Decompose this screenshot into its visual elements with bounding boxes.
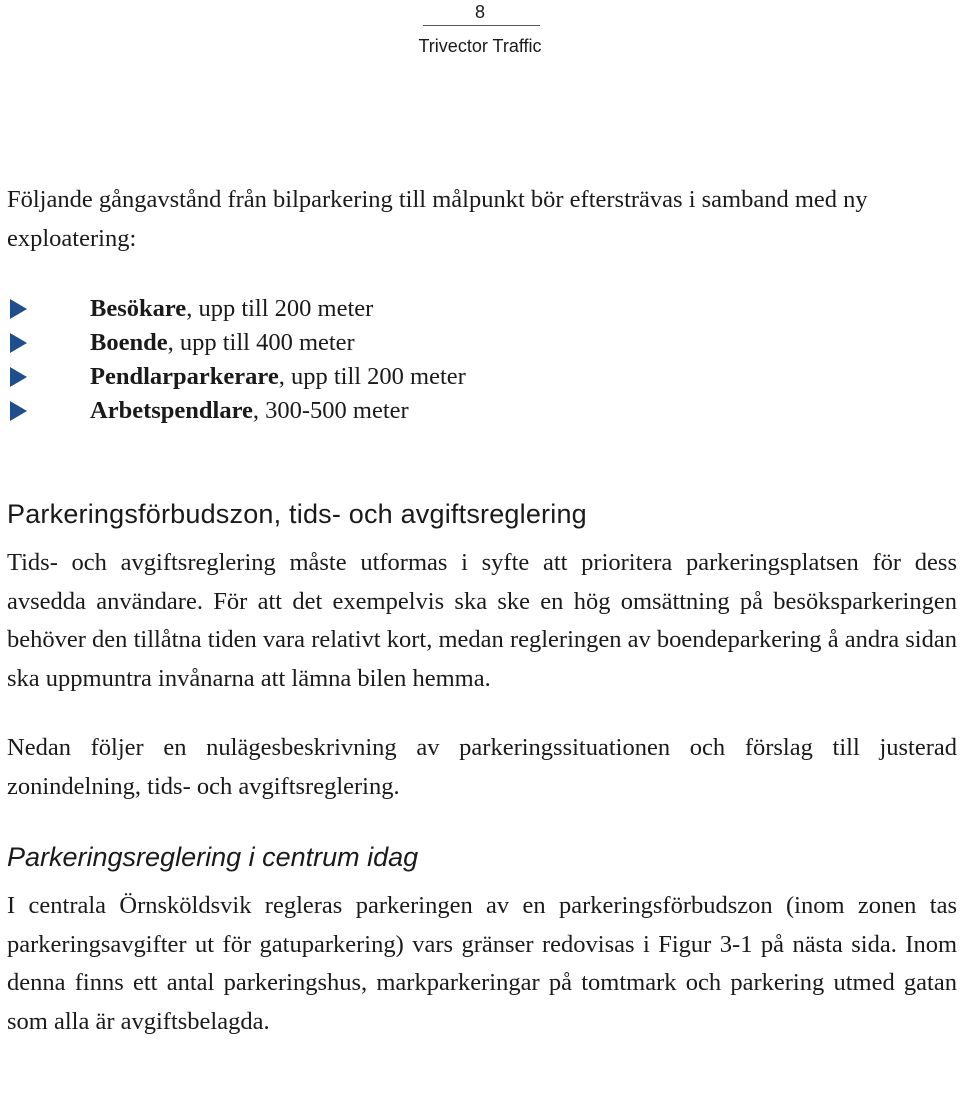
list-item [10, 360, 957, 394]
intro-paragraph: Följande gångavstånd från bilparkering till målpunkt bör eftersträvas i samband med ny exploatering: [7, 186, 868, 252]
document-body [7, 181, 957, 1041]
list-item-text: , upp till 400 meter [167, 329, 355, 356]
page-number: 8 [474, 2, 485, 22]
list-item-label: Pendlarparkerare [90, 363, 279, 390]
list-item-label: Arbetspendlare [90, 397, 253, 424]
paragraph-current-regulation: I centrala Örnsköldsvik regleras parkeringen av en parkeringsförbudszon (inom zonen tas parkeringsavgifter ut för gatuparkering) vars gränser redovisas i Figur 3-1 på nästa sida. Inom denna finns ett antal parkeringshus, markparkeringar på tomtmark och parkering utmed gatan som alla är avgiftsbelagda. [7, 892, 957, 1035]
paragraph-overview: Nedan följer en nulägesbeskrivning av parkeringssituationen och förslag till justerad zonindelning, tids- och avgiftsreglering. [7, 734, 957, 800]
subsection-heading-current-regulation: Parkeringsreglering i centrum idag [7, 842, 419, 872]
header-company: Trivector Traffic [418, 36, 542, 56]
bullet-arrow-icon [10, 299, 27, 319]
header-divider [423, 25, 540, 26]
walking-distance-list [7, 292, 957, 428]
bullet-arrow-icon [10, 333, 27, 353]
list-item [10, 394, 957, 428]
bullet-arrow-icon [10, 401, 27, 421]
list-item-label: Besökare [90, 295, 187, 322]
paragraph-regulation: Tids- och avgiftsreglering måste utformas i syfte att prioritera parkeringsplatsen för dess avsedda användare. För att det exempelvis ska ske en hög omsättning på besöksparkeringen behöver den tillåtna tiden vara relativt kort, medan regleringen av boendeparkering å andra sidan ska uppmuntra invånarna att lämna bilen hemma. [7, 549, 957, 692]
section-heading-parking-zone: Parkeringsförbudszon, tids- och avgiftsreglering [7, 499, 587, 529]
bullet-arrow-icon [10, 367, 27, 387]
list-item [10, 326, 957, 360]
list-item-text: , 300-500 meter [252, 397, 409, 424]
list-item-text: , upp till 200 meter [186, 295, 374, 322]
list-item-label: Boende [90, 329, 168, 356]
list-item [10, 292, 957, 326]
list-item-text: , upp till 200 meter [278, 363, 466, 390]
